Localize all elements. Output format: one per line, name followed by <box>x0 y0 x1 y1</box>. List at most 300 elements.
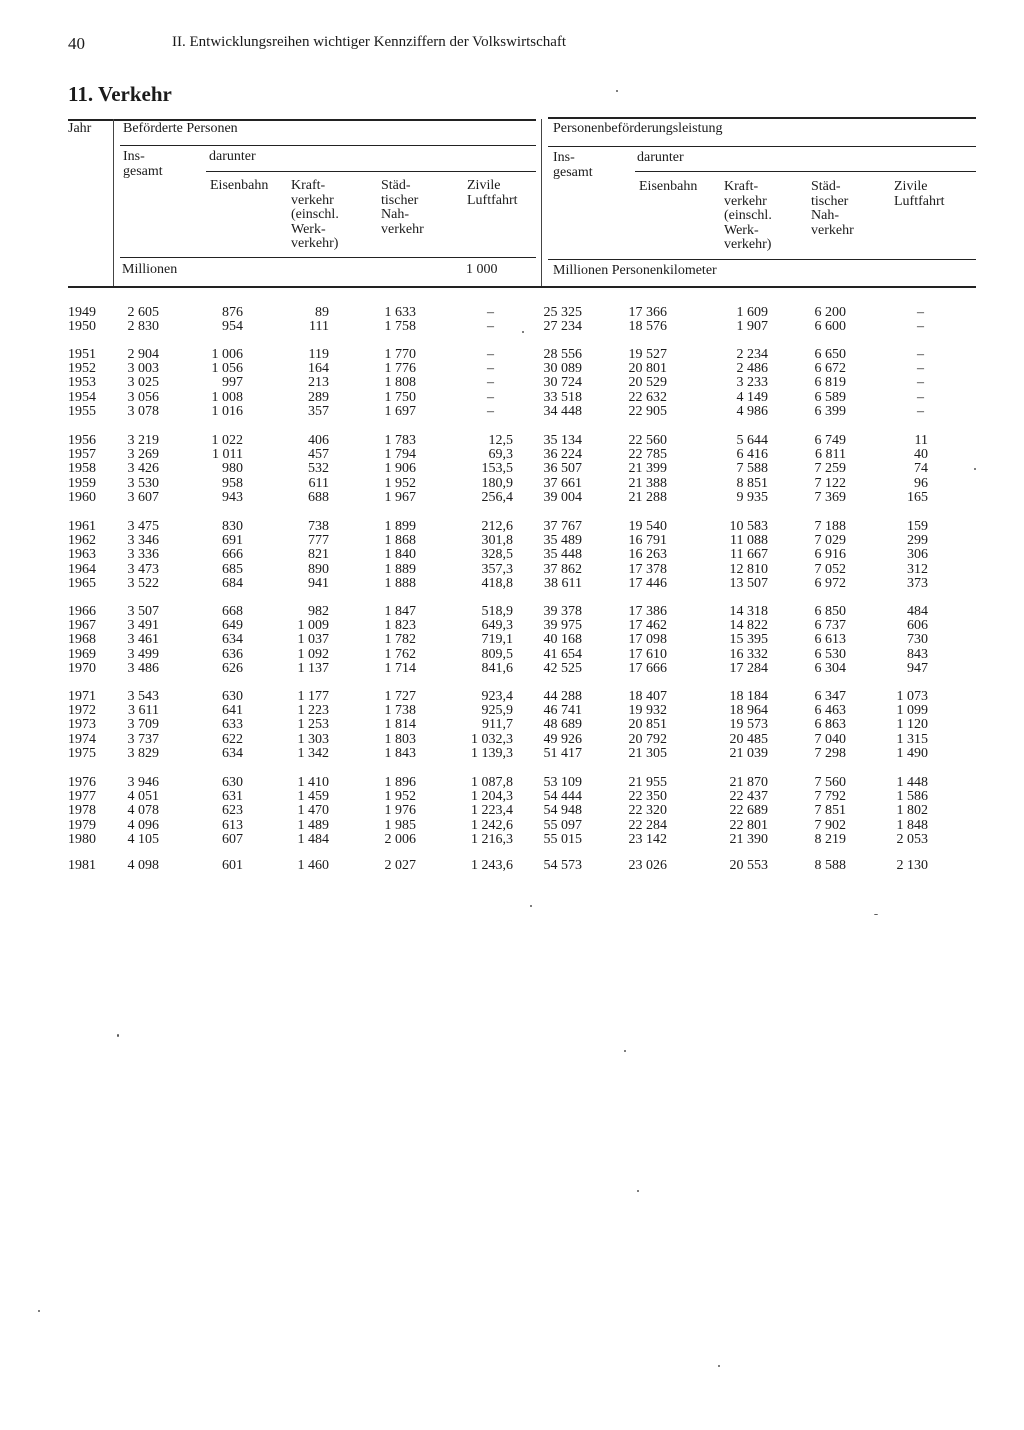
cell-air-pkm: 96 <box>914 475 928 491</box>
header-darunter-pkm: darunter <box>637 150 684 165</box>
divider-mid <box>541 119 542 286</box>
cell-total-persons: 3 737 <box>127 731 159 747</box>
cell-rail-persons: 668 <box>222 604 243 619</box>
cell-road-pkm: 22 689 <box>729 803 768 819</box>
cell-total-pkm: 30 724 <box>543 375 582 391</box>
cell-air-persons: 153,5 <box>481 461 513 477</box>
cell-air-pkm: 1 848 <box>896 817 928 833</box>
cell-air-pkm: 484 <box>907 604 928 619</box>
cell-total-pkm: 42 525 <box>543 660 582 676</box>
cell-urban-pkm: 6 463 <box>814 703 846 719</box>
cell-total-persons: 3 219 <box>127 433 159 448</box>
cell-air-persons: 1 204,3 <box>471 789 513 805</box>
cell-urban-persons: 1 808 <box>384 375 416 391</box>
cell-road-persons: 1 470 <box>297 803 329 819</box>
cell-road-persons: 457 <box>308 447 329 463</box>
cell-total-pkm: 30 089 <box>543 361 582 377</box>
cell-road-persons: 982 <box>308 604 329 619</box>
cell-total-pkm: 28 556 <box>543 347 582 362</box>
cell-rail-persons: 634 <box>222 632 243 648</box>
cell-air-persons: 212,6 <box>481 519 513 534</box>
cell-air-pkm: 40 <box>914 447 928 463</box>
cell-urban-persons: 1 750 <box>384 389 416 405</box>
cell-year: 1960 <box>68 489 96 505</box>
cell-rail-persons: 649 <box>222 618 243 634</box>
cell-total-persons: 3 829 <box>127 745 159 761</box>
cell-air-persons: 1 242,6 <box>471 817 513 833</box>
cell-year: 1966 <box>68 604 96 619</box>
top-rule-right <box>548 117 976 119</box>
cell-total-persons: 2 605 <box>127 305 159 320</box>
cell-rail-pkm: 19 932 <box>628 703 667 719</box>
cell-air-pkm: 730 <box>907 632 928 648</box>
cell-urban-persons: 1 967 <box>384 489 416 505</box>
cell-rail-pkm: 20 529 <box>628 375 667 391</box>
cell-air-pkm: – <box>917 305 924 320</box>
cell-total-pkm: 35 448 <box>543 547 582 563</box>
cell-urban-pkm: 6 399 <box>814 403 846 419</box>
cell-total-pkm: 38 611 <box>544 575 582 591</box>
cell-road-persons: 821 <box>308 547 329 563</box>
cell-air-pkm: – <box>917 361 924 377</box>
cell-total-persons: 3 473 <box>127 561 159 577</box>
cell-total-pkm: 39 378 <box>543 604 582 619</box>
cell-air-pkm: 1 099 <box>896 703 928 719</box>
cell-road-pkm: 11 088 <box>730 533 768 549</box>
cell-total-persons: 4 078 <box>127 803 159 819</box>
header-road-persons: Kraft- verkehr (einschl. Werk- verkehr) <box>291 178 339 251</box>
unit-rule-right <box>548 259 976 260</box>
cell-year: 1954 <box>68 389 96 405</box>
scan-speck <box>624 1050 626 1052</box>
cell-urban-pkm: 8 219 <box>814 831 846 847</box>
cell-urban-persons: 1 803 <box>384 731 416 747</box>
cell-air-persons: 69,3 <box>488 447 513 463</box>
cell-road-pkm: 19 573 <box>729 717 768 733</box>
cell-rail-pkm: 17 462 <box>628 618 667 634</box>
darunter1-rule <box>206 171 536 172</box>
cell-year: 1956 <box>68 433 96 448</box>
cell-total-persons: 4 098 <box>127 858 159 873</box>
cell-rail-persons: 1 011 <box>212 447 243 463</box>
cell-rail-pkm: 17 386 <box>628 604 667 619</box>
cell-road-pkm: 2 486 <box>736 361 768 377</box>
cell-urban-pkm: 6 850 <box>814 604 846 619</box>
cell-air-persons: 1 243,6 <box>471 858 513 873</box>
cell-urban-persons: 1 738 <box>384 703 416 719</box>
cell-air-pkm: 1 490 <box>896 745 928 761</box>
cell-urban-persons: 1 952 <box>384 789 416 805</box>
cell-urban-pkm: 6 304 <box>814 660 846 676</box>
cell-rail-persons: 830 <box>222 519 243 534</box>
cell-year: 1953 <box>68 375 96 391</box>
cell-urban-persons: 1 840 <box>384 547 416 563</box>
cell-air-persons: 12,5 <box>488 433 513 448</box>
cell-total-persons: 3 507 <box>127 604 159 619</box>
cell-air-persons: 256,4 <box>481 489 513 505</box>
cell-urban-persons: 1 794 <box>384 447 416 463</box>
cell-road-pkm: 8 851 <box>736 475 768 491</box>
cell-air-pkm: 306 <box>907 547 928 563</box>
cell-road-persons: 1 137 <box>297 660 329 676</box>
cell-air-pkm: 74 <box>914 461 928 477</box>
header-rail-persons: Eisenbahn <box>210 178 269 193</box>
cell-air-persons: 925,9 <box>481 703 513 719</box>
cell-rail-persons: 1 022 <box>211 433 243 448</box>
cell-road-pkm: 12 810 <box>729 561 768 577</box>
cell-rail-persons: 633 <box>222 717 243 733</box>
cell-air-pkm: – <box>917 347 924 362</box>
cell-air-pkm: – <box>917 375 924 391</box>
header-total-pkm: Ins- gesamt <box>553 150 593 180</box>
scan-speck <box>117 1034 119 1037</box>
cell-total-pkm: 54 444 <box>543 789 582 805</box>
group2-rule <box>548 146 976 147</box>
cell-rail-persons: 666 <box>222 547 243 563</box>
cell-year: 1972 <box>68 703 96 719</box>
cell-total-pkm: 40 168 <box>543 632 582 648</box>
cell-road-persons: 738 <box>308 519 329 534</box>
cell-total-persons: 3 543 <box>127 689 159 704</box>
cell-road-persons: 1 460 <box>297 858 329 873</box>
header-air-persons: Zivile Luftfahrt <box>467 178 518 208</box>
cell-year: 1951 <box>68 347 96 362</box>
cell-urban-pkm: 6 650 <box>814 347 846 362</box>
cell-urban-pkm: 6 819 <box>814 375 846 391</box>
header-rail-pkm: Eisenbahn <box>639 179 698 194</box>
cell-year: 1970 <box>68 660 96 676</box>
cell-rail-persons: 641 <box>222 703 243 719</box>
cell-urban-pkm: 7 792 <box>814 789 846 805</box>
cell-road-persons: 357 <box>308 403 329 419</box>
running-head: II. Entwicklungsreihen wichtiger Kennziffern der Volkswirtschaft <box>172 34 567 50</box>
cell-year: 1962 <box>68 533 96 549</box>
cell-year: 1977 <box>68 789 96 805</box>
unit-rule-left <box>120 257 536 258</box>
cell-air-pkm: – <box>917 389 924 405</box>
cell-rail-pkm: 20 851 <box>628 717 667 733</box>
cell-road-pkm: 5 644 <box>736 433 768 448</box>
page-number: 40 <box>68 34 85 53</box>
cell-year: 1964 <box>68 561 96 577</box>
cell-total-pkm: 54 948 <box>543 803 582 819</box>
cell-urban-persons: 1 782 <box>384 632 416 648</box>
cell-rail-persons: 626 <box>222 660 243 676</box>
cell-year: 1973 <box>68 717 96 733</box>
cell-rail-persons: 1 008 <box>211 389 243 405</box>
cell-rail-pkm: 17 366 <box>628 305 667 320</box>
cell-air-persons: – <box>487 305 494 320</box>
cell-year: 1976 <box>68 775 96 790</box>
cell-year: 1955 <box>68 403 96 419</box>
cell-urban-persons: 1 888 <box>384 575 416 591</box>
cell-urban-pkm: 6 589 <box>814 389 846 405</box>
cell-year: 1950 <box>68 319 96 335</box>
scan-speck <box>718 1365 720 1367</box>
cell-road-pkm: 18 964 <box>729 703 768 719</box>
cell-total-pkm: 49 926 <box>543 731 582 747</box>
cell-road-pkm: 6 416 <box>736 447 768 463</box>
cell-total-persons: 3 611 <box>128 703 159 719</box>
cell-road-persons: 289 <box>308 389 329 405</box>
cell-year: 1961 <box>68 519 96 534</box>
cell-year: 1975 <box>68 745 96 761</box>
cell-urban-pkm: 6 530 <box>814 646 846 662</box>
cell-rail-pkm: 18 407 <box>628 689 667 704</box>
cell-year: 1957 <box>68 447 96 463</box>
cell-rail-pkm: 22 905 <box>628 403 667 419</box>
cell-air-pkm: 373 <box>907 575 928 591</box>
cell-road-persons: 688 <box>308 489 329 505</box>
cell-total-pkm: 44 288 <box>543 689 582 704</box>
cell-rail-persons: 691 <box>222 533 243 549</box>
cell-road-pkm: 21 390 <box>729 831 768 847</box>
cell-total-persons: 3 426 <box>127 461 159 477</box>
cell-urban-persons: 1 714 <box>384 660 416 676</box>
cell-rail-persons: 613 <box>222 817 243 833</box>
cell-year: 1949 <box>68 305 96 320</box>
scan-speck <box>530 905 532 907</box>
cell-rail-pkm: 22 560 <box>628 433 667 448</box>
cell-air-pkm: 1 802 <box>896 803 928 819</box>
cell-road-pkm: 2 234 <box>736 347 768 362</box>
cell-air-persons: 301,8 <box>481 533 513 549</box>
cell-air-persons: 328,5 <box>481 547 513 563</box>
group1-rule <box>120 145 536 146</box>
cell-air-pkm: 947 <box>907 660 928 676</box>
cell-air-pkm: 2 130 <box>896 858 928 873</box>
cell-urban-persons: 1 783 <box>384 433 416 448</box>
cell-road-persons: 111 <box>309 319 329 335</box>
cell-air-pkm: 606 <box>907 618 928 634</box>
cell-total-pkm: 48 689 <box>543 717 582 733</box>
cell-total-persons: 3 709 <box>127 717 159 733</box>
cell-air-persons: 923,4 <box>481 689 513 704</box>
cell-air-persons: – <box>487 361 494 377</box>
cell-rail-pkm: 22 320 <box>628 803 667 819</box>
cell-road-pkm: 1 609 <box>736 305 768 320</box>
cell-urban-persons: 1 776 <box>384 361 416 377</box>
cell-year: 1959 <box>68 475 96 491</box>
cell-air-pkm: 1 315 <box>896 731 928 747</box>
cell-road-pkm: 14 318 <box>729 604 768 619</box>
cell-rail-pkm: 23 142 <box>628 831 667 847</box>
cell-total-pkm: 53 109 <box>543 775 582 790</box>
cell-road-persons: 890 <box>308 561 329 577</box>
cell-urban-pkm: 6 916 <box>814 547 846 563</box>
cell-air-persons: 719,1 <box>481 632 513 648</box>
cell-total-persons: 4 105 <box>127 831 159 847</box>
cell-air-pkm: 165 <box>907 489 928 505</box>
header-air-pkm: Zivile Luftfahrt <box>894 179 945 209</box>
cell-total-pkm: 37 661 <box>543 475 582 491</box>
cell-total-pkm: 33 518 <box>543 389 582 405</box>
cell-year: 1965 <box>68 575 96 591</box>
cell-rail-persons: 636 <box>222 646 243 662</box>
darunter2-rule <box>635 171 976 172</box>
cell-rail-persons: 1 016 <box>211 403 243 419</box>
cell-road-pkm: 10 583 <box>729 519 768 534</box>
cell-total-persons: 2 830 <box>127 319 159 335</box>
cell-total-persons: 4 096 <box>127 817 159 833</box>
cell-rail-persons: 1 006 <box>211 347 243 362</box>
cell-road-persons: 1 410 <box>297 775 329 790</box>
cell-road-pkm: 21 870 <box>729 775 768 790</box>
cell-total-persons: 3 003 <box>127 361 159 377</box>
cell-urban-pkm: 6 347 <box>814 689 846 704</box>
cell-road-persons: 611 <box>308 475 329 491</box>
cell-air-pkm: 1 073 <box>896 689 928 704</box>
cell-rail-pkm: 22 350 <box>628 789 667 805</box>
cell-road-pkm: 4 149 <box>736 389 768 405</box>
cell-rail-pkm: 22 284 <box>628 817 667 833</box>
header-darunter-persons: darunter <box>209 149 256 164</box>
cell-urban-persons: 1 889 <box>384 561 416 577</box>
cell-total-persons: 3 607 <box>127 489 159 505</box>
cell-road-pkm: 15 395 <box>729 632 768 648</box>
cell-road-pkm: 22 437 <box>729 789 768 805</box>
cell-rail-pkm: 16 263 <box>628 547 667 563</box>
cell-road-persons: 119 <box>308 347 329 362</box>
cell-rail-pkm: 20 792 <box>628 731 667 747</box>
cell-air-persons: 1 223,4 <box>471 803 513 819</box>
cell-rail-persons: 958 <box>222 475 243 491</box>
cell-rail-pkm: 17 098 <box>628 632 667 648</box>
cell-air-pkm: – <box>917 319 924 335</box>
cell-road-persons: 213 <box>308 375 329 391</box>
bottom-header-rule <box>68 286 976 288</box>
section-title: 11. Verkehr <box>68 82 172 106</box>
cell-rail-pkm: 17 666 <box>628 660 667 676</box>
cell-rail-pkm: 17 378 <box>628 561 667 577</box>
header-urban-persons: Städ- tischer Nah- verkehr <box>381 178 424 237</box>
cell-year: 1971 <box>68 689 96 704</box>
divider-left <box>113 119 114 286</box>
cell-road-persons: 1 009 <box>297 618 329 634</box>
cell-road-pkm: 18 184 <box>729 689 768 704</box>
cell-rail-pkm: 21 388 <box>628 475 667 491</box>
cell-year: 1974 <box>68 731 96 747</box>
cell-rail-pkm: 19 540 <box>628 519 667 534</box>
cell-air-pkm: – <box>917 403 924 419</box>
cell-rail-persons: 634 <box>222 745 243 761</box>
cell-rail-pkm: 21 955 <box>628 775 667 790</box>
cell-total-pkm: 46 741 <box>543 703 582 719</box>
cell-air-persons: 841,6 <box>481 660 513 676</box>
cell-road-persons: 1 489 <box>297 817 329 833</box>
cell-road-persons: 1 342 <box>297 745 329 761</box>
cell-air-persons: – <box>487 375 494 391</box>
cell-air-persons: 357,3 <box>481 561 513 577</box>
cell-road-persons: 777 <box>308 533 329 549</box>
cell-rail-persons: 943 <box>222 489 243 505</box>
cell-air-persons: – <box>487 347 494 362</box>
cell-air-pkm: 299 <box>907 533 928 549</box>
cell-urban-pkm: 6 613 <box>814 632 846 648</box>
cell-total-pkm: 37 862 <box>543 561 582 577</box>
header-road-pkm: Kraft- verkehr (einschl. Werk- verkehr) <box>724 179 772 252</box>
cell-air-persons: 180,9 <box>481 475 513 491</box>
cell-urban-pkm: 6 811 <box>815 447 846 463</box>
cell-total-pkm: 41 654 <box>543 646 582 662</box>
cell-urban-persons: 2 027 <box>384 858 416 873</box>
cell-urban-persons: 1 843 <box>384 745 416 761</box>
cell-urban-persons: 1 758 <box>384 319 416 335</box>
cell-urban-pkm: 6 600 <box>814 319 846 335</box>
cell-road-pkm: 4 986 <box>736 403 768 419</box>
cell-urban-persons: 1 896 <box>384 775 416 790</box>
cell-road-pkm: 16 332 <box>729 646 768 662</box>
cell-year: 1952 <box>68 361 96 377</box>
cell-total-pkm: 34 448 <box>543 403 582 419</box>
cell-rail-persons: 876 <box>222 305 243 320</box>
cell-urban-persons: 1 727 <box>384 689 416 704</box>
cell-total-persons: 3 269 <box>127 447 159 463</box>
cell-rail-persons: 630 <box>222 775 243 790</box>
cell-rail-pkm: 21 305 <box>628 745 667 761</box>
cell-urban-persons: 2 006 <box>384 831 416 847</box>
cell-year: 1981 <box>68 858 96 873</box>
header-total-persons: Ins- gesamt <box>123 149 163 179</box>
cell-urban-pkm: 7 298 <box>814 745 846 761</box>
cell-rail-pkm: 21 288 <box>628 489 667 505</box>
cell-urban-pkm: 7 369 <box>814 489 846 505</box>
cell-total-persons: 3 486 <box>127 660 159 676</box>
cell-total-persons: 3 499 <box>127 646 159 662</box>
cell-year: 1980 <box>68 831 96 847</box>
cell-rail-persons: 1 056 <box>211 361 243 377</box>
header-group1: Beförderte Personen <box>123 121 238 136</box>
cell-urban-pkm: 6 200 <box>814 305 846 320</box>
cell-air-pkm: 1 120 <box>896 717 928 733</box>
cell-urban-pkm: 6 863 <box>814 717 846 733</box>
cell-rail-persons: 980 <box>222 461 243 477</box>
cell-urban-pkm: 7 040 <box>814 731 846 747</box>
cell-year: 1979 <box>68 817 96 833</box>
cell-rail-persons: 685 <box>222 561 243 577</box>
cell-air-pkm: 11 <box>914 433 928 448</box>
cell-rail-pkm: 17 610 <box>628 646 667 662</box>
cell-total-persons: 3 025 <box>127 375 159 391</box>
cell-urban-persons: 1 952 <box>384 475 416 491</box>
cell-rail-persons: 684 <box>222 575 243 591</box>
cell-rail-persons: 623 <box>222 803 243 819</box>
cell-road-persons: 164 <box>308 361 329 377</box>
cell-urban-pkm: 6 672 <box>814 361 846 377</box>
cell-road-pkm: 3 233 <box>736 375 768 391</box>
cell-urban-persons: 1 899 <box>384 519 416 534</box>
cell-total-pkm: 39 975 <box>543 618 582 634</box>
cell-total-persons: 3 491 <box>127 618 159 634</box>
cell-air-persons: – <box>487 389 494 405</box>
header-year: Jahr <box>68 121 92 136</box>
cell-road-pkm: 14 822 <box>729 618 768 634</box>
cell-road-pkm: 21 039 <box>729 745 768 761</box>
cell-air-persons: 809,5 <box>481 646 513 662</box>
cell-urban-pkm: 7 560 <box>814 775 846 790</box>
cell-year: 1963 <box>68 547 96 563</box>
cell-total-pkm: 37 767 <box>543 519 582 534</box>
cell-urban-pkm: 7 122 <box>814 475 846 491</box>
cell-year: 1978 <box>68 803 96 819</box>
cell-rail-pkm: 17 446 <box>628 575 667 591</box>
cell-urban-pkm: 6 749 <box>814 433 846 448</box>
cell-urban-pkm: 7 052 <box>814 561 846 577</box>
scan-speck <box>637 1190 639 1192</box>
cell-urban-persons: 1 976 <box>384 803 416 819</box>
cell-road-persons: 406 <box>308 433 329 448</box>
cell-urban-persons: 1 847 <box>384 604 416 619</box>
